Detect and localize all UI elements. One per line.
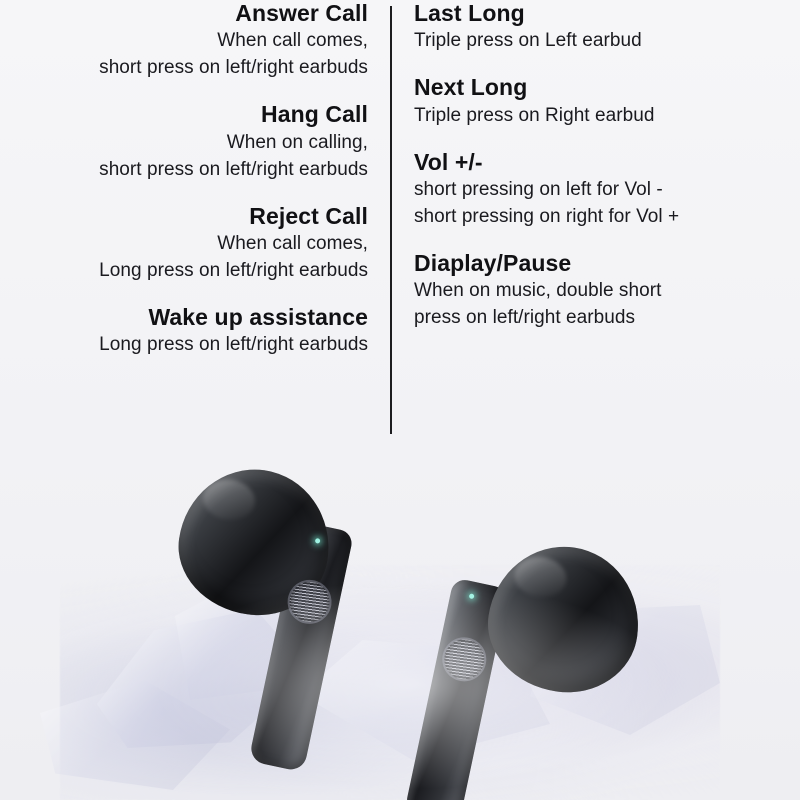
feature-reject-call: [0, 201, 368, 285]
feature-play-pause: [414, 248, 800, 332]
earbud-head: [479, 537, 648, 701]
feature-line: Long press on left/right earbuds: [99, 334, 368, 356]
feature-last-long: [414, 0, 800, 55]
feature-line: Triple press on Left earbud: [414, 30, 642, 52]
right-earbud: [400, 517, 650, 800]
left-earbud: [147, 452, 399, 798]
feature-title: Hang Call: [261, 101, 368, 128]
right-feature-column: [392, 0, 800, 450]
feature-line: When call comes,: [217, 232, 368, 254]
feature-line: press on left/right earbuds: [414, 307, 636, 329]
feature-line: Triple press on Right earbud: [414, 104, 655, 126]
feature-hang-call: [0, 99, 368, 183]
left-feature-column: [0, 0, 390, 450]
feature-line: When on calling,: [226, 131, 368, 153]
feature-line: Long press on left/right earbuds: [99, 259, 368, 281]
feature-title: Reject Call: [249, 202, 368, 229]
feature-line: short press on left/right earbuds: [99, 57, 368, 79]
feature-title: Last Long: [414, 0, 525, 26]
feature-volume: [414, 147, 800, 231]
product-photo: [0, 430, 800, 800]
feature-line: short pressing on left for Vol -: [414, 179, 663, 201]
feature-title: Diaplay/Pause: [414, 249, 572, 276]
feature-line: When call comes,: [217, 30, 368, 52]
feature-answer-call: [0, 0, 368, 82]
feature-line: short pressing on right for Vol +: [414, 205, 680, 227]
feature-line: When on music, double short: [414, 280, 662, 302]
feature-title: Next Long: [414, 74, 528, 101]
feature-title: Vol +/-: [414, 148, 483, 175]
feature-wake-up-assistance: [0, 302, 368, 359]
feature-title: Answer Call: [235, 0, 368, 26]
feature-line: short press on left/right earbuds: [99, 158, 368, 180]
feature-next-long: [414, 72, 800, 129]
feature-title: Wake up assistance: [148, 303, 368, 330]
